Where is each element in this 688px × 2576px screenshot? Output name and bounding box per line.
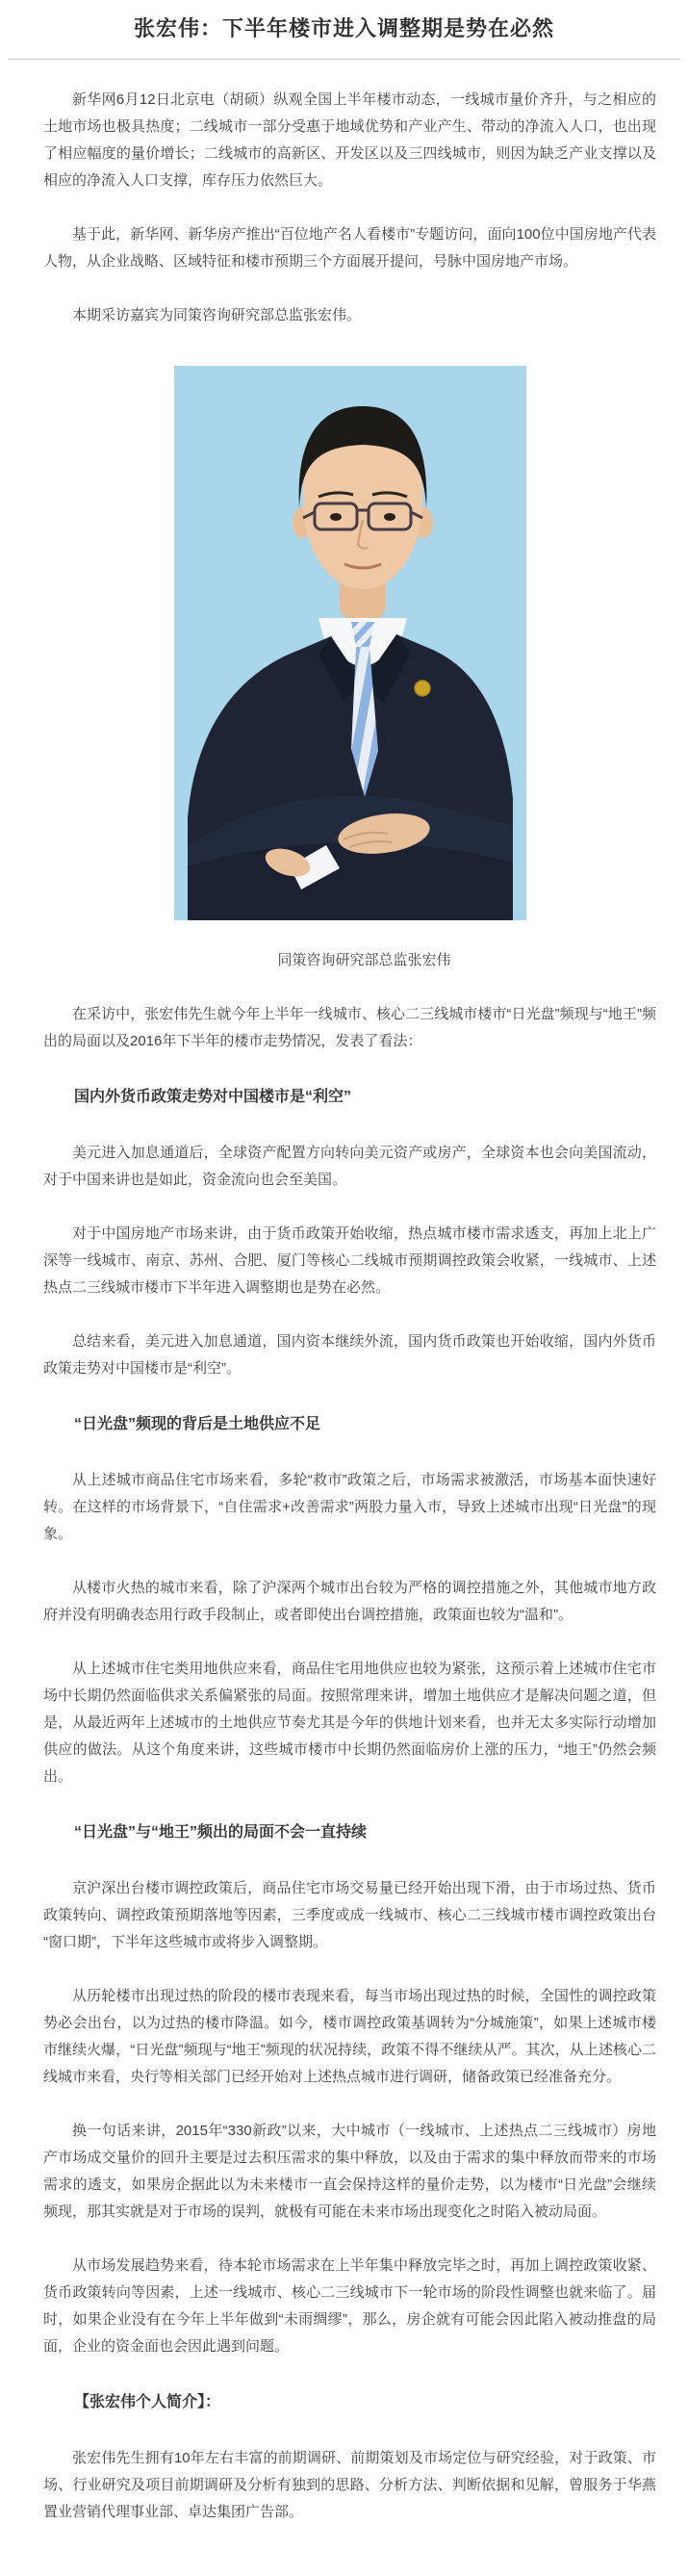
article-paragraph: 在采访中，张宏伟先生就今年上半年一线城市、核心二三线城市楼市“日光盘”频现与“地王”频出的局面以及2016年下半年的楼市走势情况，发表了看法：: [43, 1006, 656, 1049]
article-paragraph: 从历轮楼市出现过热的阶段的楼市表现来看，每当市场出现过热的时候，全国性的调控政策势必会出台，以为过热的楼市降温。如今，楼市调控政策基调转为“分城施策”，如果上述城市楼市继续火爆，“日光盘”频现与“地王”频现的状况持续，政策不得不继续从严。其次，从上述核心二线城市来看，央行等相关部门已经开始对上述热点城市进行调研，储备政策已经准备充分。: [43, 1988, 656, 2085]
article-paragraph: 从上述城市住宅类用地供应来看，商品住宅用地供应也较为紧张，这预示着上述城市住宅市场中长期仍然面临供求关系偏紧张的局面。按照常理来讲，增加土地供应才是解决问题之道，但是，从最近两年上述城市的土地供应节奏尤其是今年的供地计划来看，也并无太多实际行动增加供应的做法。从这个角度来讲，这些城市楼市中长期仍然面临房价上涨的压力，“地王”仍然会频出。: [43, 1661, 656, 1785]
article-body: [0, 87, 688, 2576]
article-paragraph: 新华网6月12日北京电（胡硕）纵观全国上半年楼市动态，一线城市量价齐升，与之相应的土地市场也极具热度；二线城市一部分受惠于地域优势和产业产生、带动的净流入人口，也出现了相应幅度的量价增长；二线城市的高新区、开发区以及三四线城市，则因为缺乏产业支撑以及相应的净流入人口支撑，库存压力依然巨大。: [43, 91, 656, 189]
article-paragraph: 从市场发展趋势来看，待本轮市场需求在上半年集中释放完毕之时，再加上调控政策收紧、货币政策转向等因素，上述一线城市、核心二三线城市下一轮市场的阶段性调整也就来临了。届时，如果企业没有在今年上半年做到“未雨绸缪”，那么，房企就有可能会因此陷入被动推盘的局面，企业的资金面也会因此遇到问题。: [43, 2257, 656, 2355]
article-paragraph: 美元进入加息通道后，全球资产配置方向转向美元资产或房产，全球资本也会向美国流动，对于中国来讲也是如此，资金流向也会至美国。: [43, 1145, 656, 1188]
article-paragraph: 总结来看，美元进入加息通道，国内资本继续外流，国内货币政策也开始收缩，国内外货币政策走势对中国楼市是“利空”。: [43, 1333, 656, 1377]
article-paragraph: 对于中国房地产市场来讲，由于货币政策开始收缩，热点城市楼市需求透支，再加上北上广深等一线城市、南京、苏州、合肥、厦门等核心二线城市预期调控政策会收紧，一线城市、上述热点二三线城市楼市下半年进入调整期也是势在必然。: [43, 1225, 656, 1296]
section-heading: “日光盘”频现的背后是土地供应不足: [74, 1416, 321, 1432]
article-paragraph: 京沪深出台楼市调控政策后，商品住宅市场交易量已经开始出现下滑，由于市场过热、货币政策转向、调控政策预期落地等因素，三季度或成一线城市、核心二三线城市楼市调控政策出台“窗口期”，下半年这些城市或将步入调整期。: [43, 1880, 656, 1950]
article-paragraph: 换一句话来讲，2015年“330新政”以来，大中城市（一线城市、上述热点二三线城市）房地产市场成交量价的回升主要是过去积压需求的集中释放，以及由于需求的集中释放而带来的市场需求的透支，如果房企据此以为未来楼市一直会保持这样的量价走势，以为楼市“日光盘”会继续频现，那其实就是对于市场的误判，就极有可能在未来市场出现变化之时陷入被动局面。: [43, 2123, 656, 2220]
article-paragraph: 张宏伟先生拥有10年左右丰富的前期调研、前期策划及市场定位与研究经验，对于政策、市场、行业研究及项目前期调研及分析有独到的思路、分析方法、判断依据和见解，曾服务于华燕置业营销代理事业部、卓达集团广告部。: [43, 2450, 656, 2520]
article-paragraph: 基于此，新华网、新华房产推出“百位地产名人看楼市”专题访问，面向100位中国房地产代表人物，从企业战略、区域特征和楼市预期三个方面展开提问，号脉中国房地产市场。: [43, 226, 656, 270]
page-title: 张宏伟：下半年楼市进入调整期是势在必然: [133, 16, 554, 40]
article-paragraph: 本期采访嘉宾为同策咨询研究部总监张宏伟。: [72, 307, 362, 323]
portrait-photo: [174, 366, 526, 920]
title-divider: [8, 59, 680, 60]
portrait-illustration: [174, 366, 526, 920]
article-paragraph: 从上述城市商品住宅市场来看，多轮“救市”政策之后，市场需求被激活，市场基本面快速好转。在这样的市场背景下，“自住需求+改善需求”两股力量入市，导致上述城市出现“日光盘”的现象。: [43, 1472, 656, 1542]
article-paragraph: 从楼市火热的城市来看，除了沪深两个城市出台较为严格的调控措施之外，其他城市地方政府并没有明确表态用行政手段制止，或者即使出台调控措施，政策面也较为“温和”。: [43, 1580, 656, 1623]
photo-caption: 同策咨询研究部总监张宏伟: [277, 952, 451, 968]
section-heading: 国内外货币政策走势对中国楼市是“利空”: [74, 1089, 352, 1105]
section-heading: “日光盘”与“地王”频出的局面不会一直持续: [74, 1824, 368, 1841]
section-heading: 【张宏伟个人简介】：: [74, 2394, 221, 2410]
